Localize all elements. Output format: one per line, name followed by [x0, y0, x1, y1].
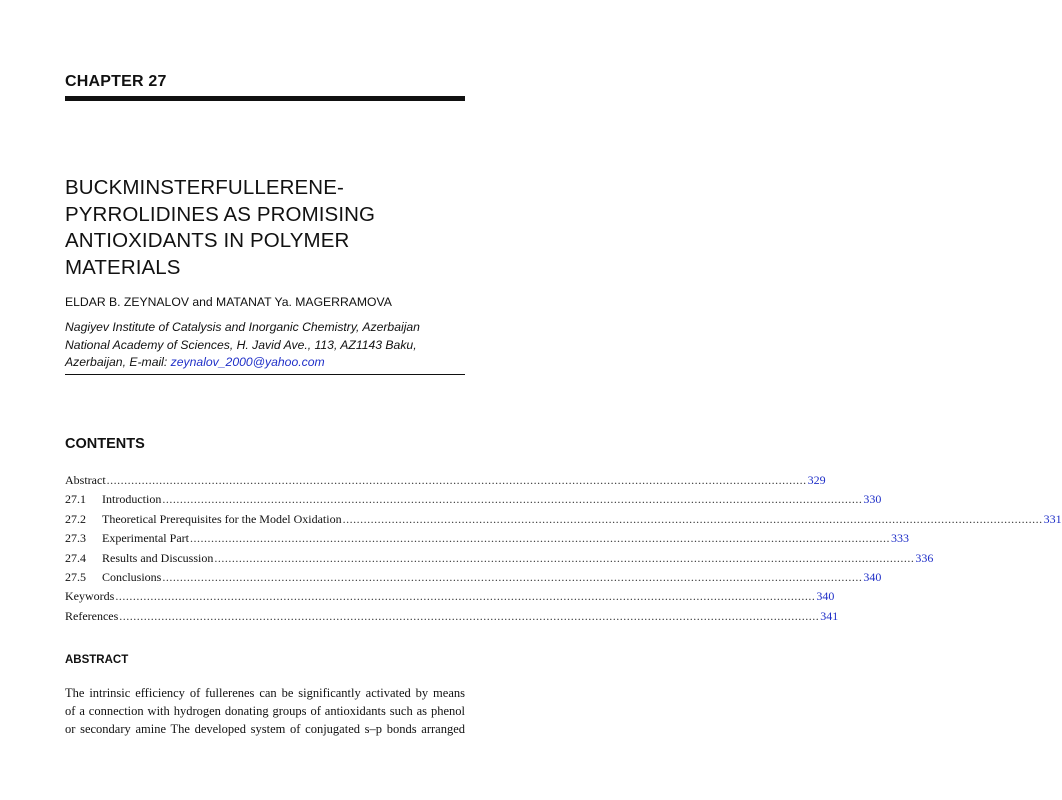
affiliation-rule	[65, 374, 465, 375]
chapter-title	[65, 175, 465, 281]
title-line: BUCKMINSTERFULLERENE-	[65, 176, 344, 199]
authors: ELDAR B. ZEYNALOV and MATANAT Ya. MAGERRAMOVA	[65, 295, 392, 309]
toc-row-introduction[interactable]	[65, 490, 882, 509]
toc-page-link[interactable]: 336	[915, 550, 934, 565]
toc-leader-dots: ........................................................................................................................................................................................................	[115, 589, 816, 604]
chapter-label: CHAPTER 27	[65, 73, 167, 90]
chapter-rule	[65, 96, 465, 101]
toc-label: Introduction	[102, 492, 162, 507]
toc-label: Conclusions	[102, 569, 162, 584]
abstract-heading: ABSTRACT	[65, 654, 129, 666]
contents-heading: CONTENTS	[65, 436, 145, 452]
toc-leader-dots: ........................................................................................................................................................................................................	[106, 473, 807, 487]
toc-leader-dots: ........................................................................................................................................................................................................	[214, 550, 915, 565]
toc-number: 27.3	[65, 531, 86, 546]
toc-page-link[interactable]: 340	[863, 569, 882, 584]
toc-leader-dots: ........................................................................................................................................................................................................	[162, 569, 863, 584]
abstract-line: or secondary amine The developed system of conjugated s–p bonds arranged	[65, 722, 465, 736]
title-line: ANTIOXIDANTS IN POLYMER	[65, 229, 350, 252]
toc-leader-dots: ........................................................................................................................................................................................................	[162, 492, 863, 507]
affiliation	[65, 319, 465, 372]
toc-label: Abstract	[65, 473, 106, 487]
toc-page-link[interactable]: 330	[863, 492, 882, 507]
toc-row-conclusions[interactable]	[65, 568, 882, 587]
toc-row-experimental[interactable]	[65, 529, 909, 548]
table-of-contents	[65, 471, 1062, 626]
affiliation-line: National Academy of Sciences, H. Javid Ave., 113, AZ1143 Baku,	[65, 337, 417, 352]
affiliation-country: Azerbaijan, E-mail:	[65, 355, 171, 369]
abstract-line: of a connection with hydrogen donating groups of antioxidants such as phenol	[65, 704, 465, 718]
toc-page-link[interactable]: 331	[1043, 511, 1062, 526]
toc-label: Theoretical Prerequisites for the Model Oxidation	[102, 511, 342, 526]
toc-page-link[interactable]: 340	[816, 589, 835, 604]
abstract-body	[65, 684, 465, 738]
title-line: MATERIALS	[65, 255, 181, 279]
toc-row-abstract[interactable]	[65, 471, 826, 490]
toc-number: 27.1	[65, 492, 86, 507]
title-line: PYRROLIDINES AS PROMISING	[65, 202, 376, 226]
toc-row-results[interactable]	[65, 549, 934, 568]
toc-number: 27.2	[65, 511, 86, 526]
toc-row-references[interactable]	[65, 607, 839, 626]
toc-number: 27.5	[65, 569, 86, 584]
email-link[interactable]: zeynalov_2000@yahoo.com	[170, 355, 325, 369]
affiliation-line	[65, 354, 465, 372]
toc-label: Results and Discussion	[102, 550, 214, 565]
toc-row-keywords[interactable]	[65, 587, 835, 606]
toc-label: Experimental Part	[102, 531, 189, 546]
toc-number: 27.4	[65, 550, 86, 565]
toc-page-link[interactable]: 329	[807, 473, 826, 487]
toc-row-theoretical[interactable]	[65, 510, 1062, 529]
toc-leader-dots: ........................................................................................................................................................................................................	[119, 608, 820, 623]
abstract-line: The intrinsic efficiency of fullerenes can be significantly activated by means	[65, 686, 465, 700]
toc-page-link[interactable]: 333	[890, 531, 909, 546]
toc-label: References	[65, 608, 119, 623]
toc-label: Keywords	[65, 589, 115, 604]
toc-page-link[interactable]: 341	[820, 608, 839, 623]
toc-leader-dots: ........................................................................................................................................................................................................	[342, 511, 1043, 526]
toc-leader-dots: ........................................................................................................................................................................................................	[189, 531, 890, 546]
affiliation-line: Nagiyev Institute of Catalysis and Inorganic Chemistry, Azerbaijan	[65, 320, 420, 334]
